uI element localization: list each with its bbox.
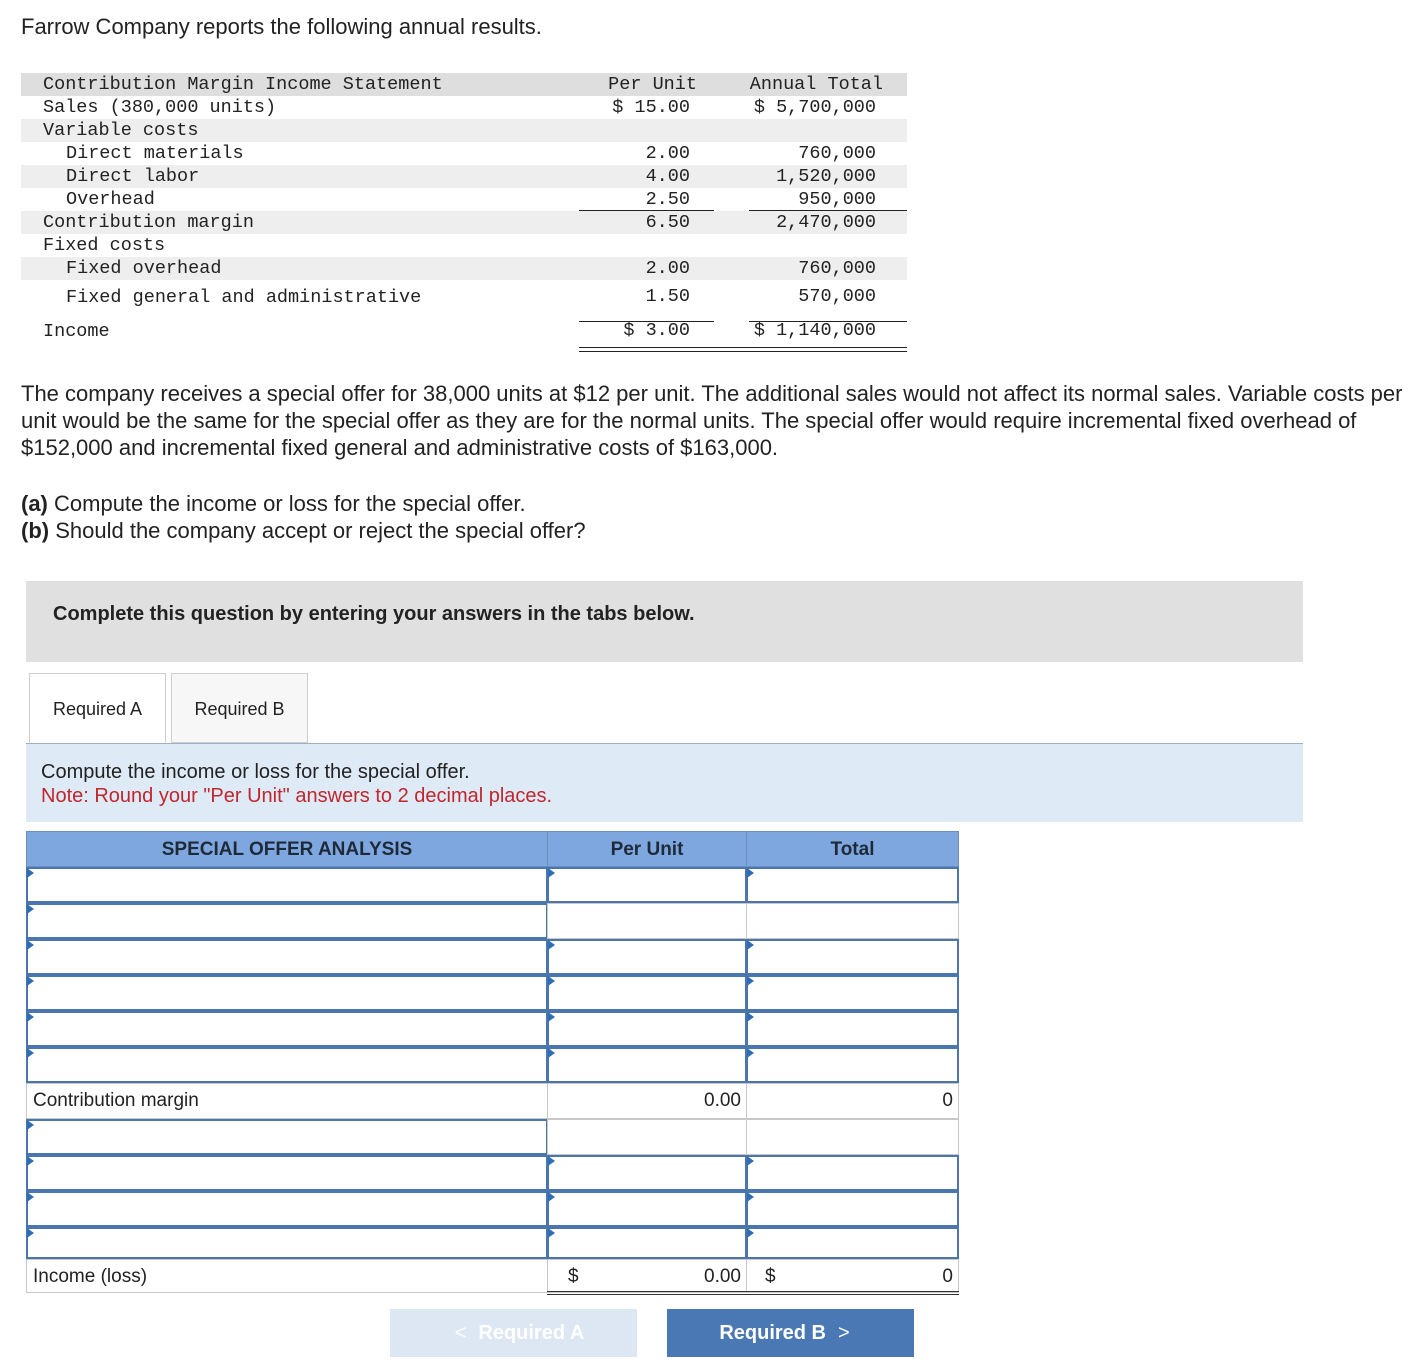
prev-button-label: Required A (478, 1322, 585, 1344)
row-per-unit: 6.50 (645, 212, 690, 233)
row-label: Contribution margin (43, 212, 254, 233)
statement-row (21, 188, 907, 211)
per-unit-input[interactable] (547, 867, 747, 903)
total-input[interactable] (746, 1011, 959, 1047)
total-field[interactable] (748, 1229, 957, 1257)
income-total-value: 0 (942, 1266, 953, 1287)
statement-header-row (21, 73, 907, 96)
label-select-field[interactable] (28, 977, 546, 1009)
statement-row (21, 96, 907, 119)
statement-row (21, 309, 907, 344)
total-field[interactable] (748, 1049, 957, 1081)
row-label: Fixed overhead (66, 258, 222, 279)
per-unit-field[interactable] (549, 1049, 745, 1081)
subtotal-rule (749, 321, 907, 322)
instruction-text: Compute the income or loss for the special offer. (41, 761, 470, 783)
contribution-total-value: 0 (942, 1090, 953, 1111)
empty-cell (746, 903, 959, 939)
row-annual: 760,000 (798, 143, 876, 164)
statement-row (21, 119, 907, 142)
per-unit-field[interactable] (549, 977, 745, 1009)
per-unit-input[interactable] (547, 1227, 747, 1259)
income-per-unit-cell (547, 1259, 747, 1293)
analysis-label-input[interactable] (26, 1227, 548, 1259)
question-a (21, 490, 586, 517)
intro-text: Farrow Company reports the following annual results. (21, 14, 542, 39)
analysis-label-input[interactable] (26, 903, 548, 939)
total-input[interactable] (746, 1155, 959, 1191)
total-input[interactable] (746, 1047, 959, 1083)
label-select-field[interactable] (28, 1013, 546, 1045)
income-label-cell (26, 1259, 548, 1293)
total-input[interactable] (746, 867, 959, 903)
label-select-field[interactable] (28, 869, 546, 901)
analysis-label-input[interactable] (26, 867, 548, 903)
per-unit-field[interactable] (549, 1013, 745, 1045)
per-unit-input[interactable] (547, 939, 747, 975)
row-annual: 570,000 (798, 286, 876, 307)
per-unit-field[interactable] (549, 1229, 745, 1257)
per-unit-field[interactable] (549, 941, 745, 973)
row-per-unit: $ 15.00 (612, 97, 690, 118)
rounding-note: Note: Round your "Per Unit" answers to 2 decimal places. (41, 785, 553, 807)
row-annual: 950,000 (798, 189, 876, 210)
analysis-label-input[interactable] (26, 939, 548, 975)
contribution-margin-label-cell (26, 1083, 548, 1119)
question-a-label: (a) (21, 491, 48, 516)
prev-required-a-button[interactable] (390, 1309, 637, 1357)
banner-text: Complete this question by entering your answers in the tabs below. (53, 603, 695, 625)
statement-title: Contribution Margin Income Statement (43, 74, 443, 95)
row-annual: $ 5,700,000 (753, 97, 876, 118)
empty-cell (746, 1119, 959, 1155)
statement-row (21, 211, 907, 234)
label-select-field[interactable] (28, 1157, 546, 1189)
per-unit-input[interactable] (547, 1191, 747, 1227)
row-per-unit: 2.50 (645, 189, 690, 210)
total-double-rule (547, 1291, 959, 1295)
total-input[interactable] (746, 939, 959, 975)
column-header-analysis: SPECIAL OFFER ANALYSIS (26, 831, 548, 867)
analysis-label-input[interactable] (26, 1011, 548, 1047)
income-total-cell (746, 1259, 959, 1293)
scenario-paragraph: The company receives a special offer for 38,000 units at $12 per unit. The additional sales would not affect its normal sales. Variable costs per unit would be the same for the special offer as they are for the normal units. The special offer would require incremental fixed overhead of $152,000 and incremental fixed general and administrative costs of $163,000. (21, 381, 1403, 460)
analysis-label-input[interactable] (26, 1119, 548, 1155)
chevron-left-icon: < (454, 1322, 467, 1344)
question-b (21, 517, 586, 544)
total-field[interactable] (748, 1157, 957, 1189)
instructions-banner (26, 581, 1303, 662)
row-label: Income (43, 321, 110, 342)
chevron-right-icon: > (838, 1322, 850, 1344)
per-unit-field[interactable] (549, 1157, 745, 1189)
row-per-unit: 1.50 (645, 286, 690, 307)
total-input[interactable] (746, 1191, 959, 1227)
analysis-label-input[interactable] (26, 1191, 548, 1227)
label-select-field[interactable] (28, 941, 546, 973)
statement-row (21, 280, 907, 309)
total-field[interactable] (748, 1193, 957, 1225)
contribution-total-cell (746, 1083, 959, 1119)
row-label: Direct materials (66, 143, 244, 164)
dollar-sign: $ (568, 1266, 579, 1287)
row-annual: 1,520,000 (776, 166, 876, 187)
question-b-label: (b) (21, 518, 50, 543)
row-annual: $ 1,140,000 (753, 320, 876, 341)
contribution-margin-label: Contribution margin (33, 1090, 199, 1111)
row-annual: 760,000 (798, 258, 876, 279)
statement-row (21, 234, 907, 257)
per-unit-input[interactable] (547, 1011, 747, 1047)
empty-cell (547, 1119, 747, 1155)
label-select-field[interactable] (28, 1193, 546, 1225)
row-label: Fixed general and administrative (66, 287, 422, 308)
empty-cell (547, 903, 747, 939)
analysis-label-input[interactable] (26, 975, 548, 1011)
per-unit-header: Per Unit (608, 74, 697, 95)
total-field[interactable] (748, 1013, 957, 1045)
row-per-unit: $ 3.00 (623, 320, 690, 341)
row-per-unit: 2.00 (645, 258, 690, 279)
analysis-label-input[interactable] (26, 1047, 548, 1083)
statement-row (21, 142, 907, 165)
question-b-text: Should the company accept or reject the special offer? (55, 518, 586, 543)
question-a-text: Compute the income or loss for the special offer. (54, 491, 526, 516)
total-field[interactable] (748, 869, 957, 901)
column-header-per-unit: Per Unit (547, 831, 747, 867)
per-unit-field[interactable] (549, 1193, 745, 1225)
income-loss-label: Income (loss) (33, 1266, 148, 1287)
statement-row (21, 165, 907, 188)
total-input[interactable] (746, 975, 959, 1011)
label-select-field[interactable] (28, 1049, 546, 1081)
subtotal-rule (579, 210, 714, 211)
dollar-sign: $ (765, 1266, 776, 1287)
questions (21, 490, 586, 544)
analysis-label-input[interactable] (26, 1155, 548, 1191)
tab-required-a[interactable]: Required A (29, 673, 166, 743)
row-per-unit: 4.00 (645, 166, 690, 187)
contribution-per-unit-cell (547, 1083, 747, 1119)
instruction-panel (26, 744, 1303, 822)
label-select-field[interactable] (28, 1229, 546, 1257)
row-per-unit: 2.00 (645, 143, 690, 164)
income-statement (21, 73, 907, 344)
total-double-rule (579, 347, 907, 352)
income-per-unit-value: 0.00 (704, 1266, 741, 1287)
per-unit-input[interactable] (547, 1047, 747, 1083)
subtotal-rule (579, 321, 714, 322)
row-label: Overhead (66, 189, 155, 210)
annual-total-header: Annual Total (749, 74, 883, 95)
total-field[interactable] (748, 977, 957, 1009)
contribution-per-unit-value: 0.00 (704, 1090, 741, 1111)
total-field[interactable] (748, 941, 957, 973)
row-label: Fixed costs (43, 235, 166, 256)
row-annual: 2,470,000 (776, 212, 876, 233)
label-select-field[interactable] (28, 905, 546, 937)
next-button-label: Required B (719, 1322, 826, 1344)
total-input[interactable] (746, 1227, 959, 1259)
next-required-b-button[interactable] (667, 1309, 914, 1357)
row-label: Variable costs (43, 120, 199, 141)
tab-required-b[interactable]: Required B (171, 673, 308, 743)
row-label: Direct labor (66, 166, 200, 187)
label-select-field[interactable] (28, 1121, 546, 1153)
per-unit-input[interactable] (547, 1155, 747, 1191)
row-label: Sales (380,000 units) (43, 97, 277, 118)
per-unit-field[interactable] (549, 869, 745, 901)
subtotal-rule (749, 210, 907, 211)
statement-row (21, 257, 907, 280)
column-header-total: Total (746, 831, 959, 867)
per-unit-input[interactable] (547, 975, 747, 1011)
